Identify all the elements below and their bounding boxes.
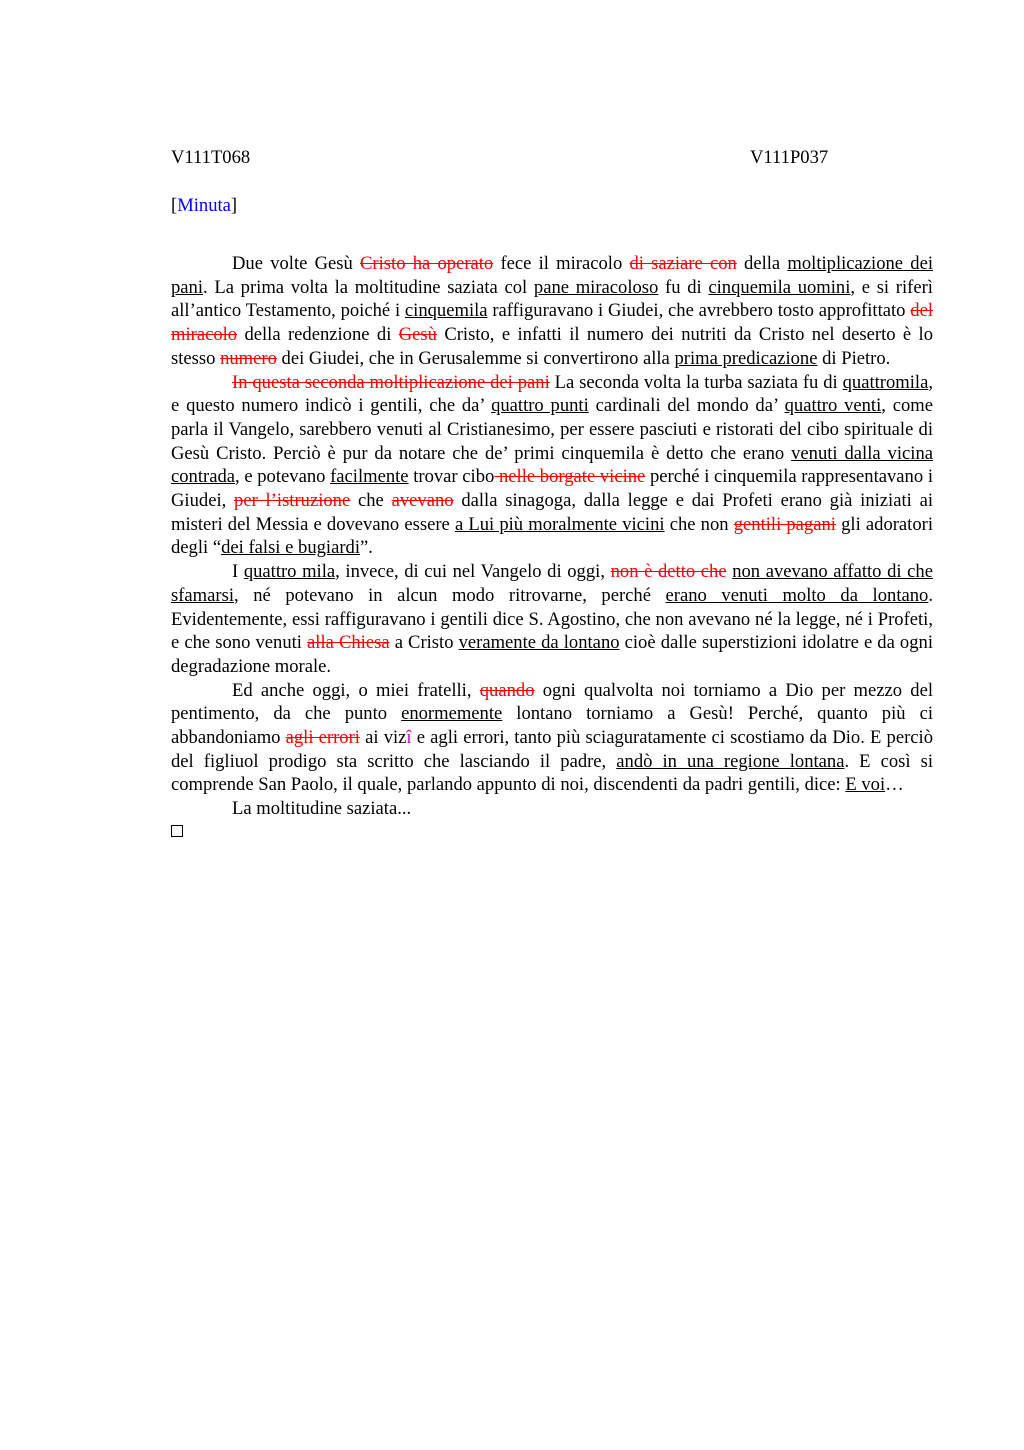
paragraph-1 — [171, 252, 933, 371]
text-run: che non — [664, 513, 734, 535]
text-run: fece il miracolo — [493, 253, 630, 274]
text-run: perché i cinquemila rappresentavano i Giudei, — [171, 466, 933, 512]
deleted-text: Cristo ha operato — [360, 253, 494, 274]
underlined-text: dei falsi e bugiardi — [221, 537, 360, 559]
text-run: ogni qualvolta noi torniamo a Dio per mezzo del pentimento, da che punto — [171, 679, 933, 725]
deleted-text: Gesù — [398, 324, 437, 346]
document-code-right: V111P037 — [750, 147, 829, 168]
text-run: Ed anche oggi, o miei fratelli, — [232, 679, 480, 701]
underlined-text: moltiplicazione dei pani — [171, 253, 933, 298]
paragraph-5 — [171, 797, 933, 821]
text-run: gli adoratori degli “ — [171, 513, 934, 559]
deleted-text: avevano — [391, 490, 454, 512]
text-run: , né potevano in alcun modo ritrovarne, perché — [234, 584, 666, 606]
text-run: La moltitudine saziata... — [232, 798, 412, 820]
minuta-label — [171, 193, 933, 219]
underlined-text: facilmente — [330, 466, 409, 488]
text-run: , invece, di cui nel Vangelo di oggi, — [335, 561, 611, 583]
text-run: cioè dalle superstizioni idolatre e da ogni degradazione morale. — [171, 632, 933, 677]
text-run: trovar cibo — [408, 466, 495, 488]
text-run: . La prima volta la moltitudine saziata col — [203, 276, 534, 298]
underlined-text: andò in una regione lontana — [616, 750, 845, 772]
bracket-open: [ — [171, 195, 178, 216]
text-run: I — [232, 561, 244, 583]
paragraph-4 — [171, 679, 933, 798]
paragraph-2 — [171, 371, 933, 561]
deleted-text: per l’istruzione — [234, 490, 351, 512]
deleted-text: alla Chiesa — [307, 632, 390, 654]
underlined-text: quattro mila — [243, 561, 336, 583]
paragraph-3 — [171, 560, 933, 679]
text-run: La seconda volta la turba saziata fu di — [549, 371, 843, 393]
deleted-text: del miracolo — [171, 300, 933, 346]
text-run: e agli errori, tanto più sciaguratamente ci scostiamo da Dio. E perciò del figliuol prodigo sta scritto che lasciando il padre, — [171, 727, 933, 772]
text-run: cardinali del mondo da’ — [588, 395, 785, 417]
header-codes — [171, 145, 933, 171]
minuta-link[interactable]: Minuta — [177, 195, 231, 216]
text-run: ”. — [359, 537, 373, 559]
text-run: della — [736, 253, 788, 274]
text-run: raffiguravano i Giudei, che avrebbero tosto approfittato — [487, 300, 911, 322]
underlined-text: quattromila — [842, 371, 929, 393]
sermon-body — [171, 252, 933, 837]
underlined-text: erano venuti molto da lontano — [665, 584, 929, 606]
deleted-text: agli errori — [285, 727, 360, 749]
text-run: , e si riferì all’antico Testamento, poiché i — [171, 276, 933, 322]
underlined-text: quattro punti — [491, 395, 589, 417]
text-run: a Cristo — [389, 632, 459, 654]
deleted-text: In questa seconda moltiplicazione dei pani — [232, 371, 550, 393]
text-run: dalla sinagoga, dalla legge e dai Profeti erano già iniziati ai misteri del Messia e dovevano essere — [171, 490, 933, 535]
text-run: , e questo numero indicò i gentili, che da’ — [171, 371, 933, 417]
deleted-text: di saziare con — [629, 253, 737, 274]
document-page — [171, 145, 933, 837]
underlined-text: enormemente — [401, 703, 503, 725]
deleted-text: gentili pagani — [733, 513, 836, 535]
deleted-text: numero — [220, 347, 277, 369]
highlighted-letter: î — [406, 727, 412, 749]
text-run: … — [885, 774, 904, 796]
text-run: dei Giudei, che in Gerusalemme si convertirono alla — [276, 347, 675, 369]
underlined-text: pane miracoloso — [533, 276, 659, 298]
underlined-text: E voi — [845, 774, 886, 796]
underlined-text: veramente da lontano — [458, 632, 620, 654]
deleted-text: non è detto che — [610, 561, 727, 583]
deleted-text: nelle borgate vicine — [494, 466, 646, 488]
text-run: ai viz — [359, 727, 407, 749]
text-run: Cristo, e infatti il numero dei nutriti da Cristo nel deserto è lo stesso — [171, 324, 934, 369]
text-run: , come parla il Vangelo, sarebbero venuti al Cristianesimo, per essere pasciuti e ristorati del cibo spirituale di Gesù Cristo. Perciò è pur da notare che de’ primi cinquemila è detto che erano — [171, 395, 934, 464]
text-run: . Evidentemente, essi raffiguravano i gentili dice S. Agostino, che non avevano né la legge, né i Profeti, e che sono venuti — [171, 584, 933, 654]
underlined-text: a Lui più moralmente vicini — [454, 513, 665, 535]
document-code-left: V111T068 — [171, 147, 251, 168]
text-run: della redenzione di — [237, 324, 399, 346]
underlined-text: prima predicazione — [674, 347, 818, 369]
underlined-text: venuti dalla vicina contrada — [171, 442, 933, 488]
text-run: lontano torniamo a Gesù! Perché, quanto più ci abbandoniamo — [171, 703, 933, 749]
text-run: . E così si comprende San Paolo, il quale, parlando appunto di noi, discendenti da padri gentili, dice: — [171, 750, 934, 796]
deleted-text: quando — [479, 679, 535, 701]
text-run: fu di — [658, 276, 709, 298]
underlined-text: quattro venti — [784, 395, 882, 417]
text-run: di Pietro. — [817, 347, 891, 369]
text-run: che — [350, 490, 392, 512]
bracket-close: ] — [230, 195, 238, 216]
underlined-text: cinquemila — [404, 300, 488, 322]
end-marker-checkbox — [171, 825, 183, 837]
text-run: Due volte Gesù — [232, 253, 361, 274]
text-run: , e potevano — [235, 466, 331, 488]
underlined-text: cinquemila uomini — [708, 276, 851, 298]
underlined-text: non avevano affatto di che sfamarsi — [171, 561, 933, 606]
